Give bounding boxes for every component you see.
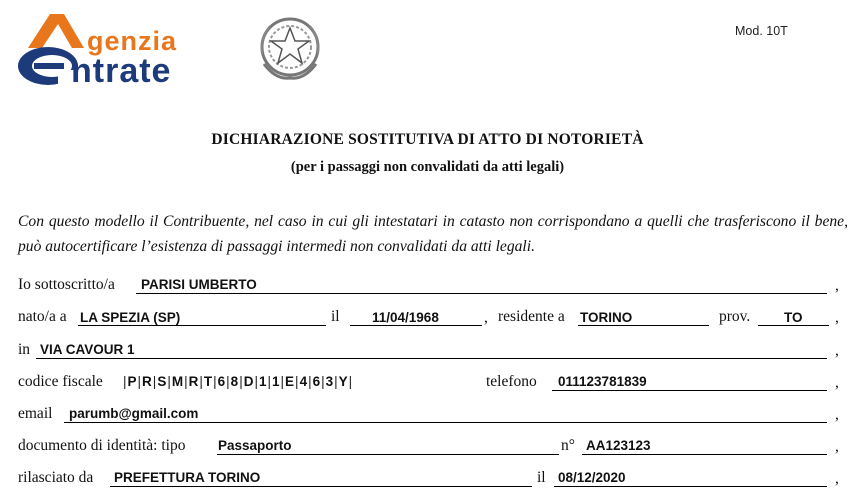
codice-fiscale-char: 1 [272, 374, 280, 389]
codice-fiscale-char: 3 [325, 374, 334, 389]
nato-field[interactable]: LA SPEZIA (SP) [80, 310, 181, 325]
numero-label: n° [561, 437, 575, 454]
data-nascita-field[interactable]: 11/04/1968 [372, 310, 439, 325]
email-label: email [18, 405, 53, 422]
documento-numero-line [582, 454, 827, 455]
sottoscritto-label: Io sottoscritto/a [18, 276, 115, 293]
codice-fiscale-field[interactable]: |P|R|S|M|R|T|6|8|D|1|1|E|4|6|3|Y| [123, 374, 353, 389]
telefono-line [552, 390, 827, 391]
intro-paragraph: Con questo modello il Contribuente, nel caso in cui gli intestatari in catasto non corrispondano a quelli che trasferiscono il bene, può autocertificare l’esistenza di passaggi intermedi non convalidati da atti legali. [18, 213, 848, 255]
in-label: in [18, 341, 31, 358]
codice-fiscale-char: 1 [258, 374, 267, 389]
indirizzo-line [36, 358, 827, 359]
prov-line [758, 325, 829, 326]
codice-fiscale-char: T [203, 374, 213, 389]
telefono-field[interactable]: 011123781839 [558, 374, 647, 389]
comma: , [835, 342, 839, 359]
documento-label: documento di identità: tipo [18, 437, 186, 454]
il-label: il [331, 308, 340, 325]
indirizzo-field[interactable]: VIA CAVOUR 1 [40, 342, 135, 357]
comma: , [835, 406, 839, 423]
prov-label: prov. [719, 308, 751, 325]
il-rilascio-label: il [537, 469, 546, 486]
codice-fiscale-char: 8 [230, 374, 239, 389]
codice-fiscale-char: D [243, 374, 254, 389]
comma: , [835, 438, 839, 455]
codice-fiscale-char: R [188, 374, 199, 389]
comma: , [835, 374, 839, 391]
codice-fiscale-char: 6 [217, 374, 226, 389]
codice-fiscale-char: R [142, 374, 152, 389]
codice-fiscale-char: S [157, 374, 167, 389]
documento-numero-field[interactable]: AA123123 [586, 438, 651, 453]
email-field[interactable]: parumb@gmail.com [69, 406, 199, 421]
comma: , [835, 309, 839, 326]
documento-tipo-field[interactable]: Passaporto [218, 438, 292, 453]
codice-fiscale-char: Y [338, 374, 348, 389]
codice-fiscale-char: 4 [299, 374, 308, 389]
codice-fiscale-char: 6 [312, 374, 321, 389]
document-title: DICHIARAZIONE SOSTITUTIVA DI ATTO DI NOTORIETÀ [211, 131, 644, 148]
comma: , [835, 470, 839, 487]
data-nascita-line [350, 325, 482, 326]
rilasciato-line [110, 486, 532, 487]
email-line [64, 422, 827, 423]
rilasciato-field[interactable]: PREFETTURA TORINO [114, 470, 261, 485]
agenzia-entrate-logo [14, 12, 264, 92]
sottoscritto-line [136, 293, 827, 294]
data-rilascio-field[interactable]: 08/12/2020 [558, 470, 626, 485]
model-code: Mod. 10T [735, 24, 788, 38]
comma: , [484, 309, 488, 326]
codice-fiscale-char: P [127, 374, 137, 389]
document-subtitle: (per i passaggi non convalidati da atti legali) [290, 159, 565, 175]
sottoscritto-field[interactable]: PARISI UMBERTO [141, 277, 257, 292]
residente-field[interactable]: TORINO [580, 310, 633, 325]
nato-label: nato/a a [18, 308, 67, 325]
documento-tipo-line [217, 454, 559, 455]
residente-label: residente a [498, 308, 565, 325]
nato-line [78, 325, 326, 326]
comma: , [835, 277, 839, 294]
codice-fiscale-char: M [171, 374, 184, 389]
prov-field[interactable]: TO [784, 310, 803, 325]
residente-line [578, 325, 709, 326]
logo-text-line1: genzia [87, 26, 178, 56]
telefono-label: telefono [486, 373, 537, 390]
codice-fiscale-label: codice fiscale [18, 373, 103, 390]
data-rilascio-line [554, 486, 827, 487]
codice-fiscale-char: E [285, 374, 295, 389]
logo-text-line2: ntrate [71, 52, 172, 90]
rilasciato-label: rilasciato da [18, 469, 94, 486]
italian-republic-emblem-icon [256, 14, 324, 84]
